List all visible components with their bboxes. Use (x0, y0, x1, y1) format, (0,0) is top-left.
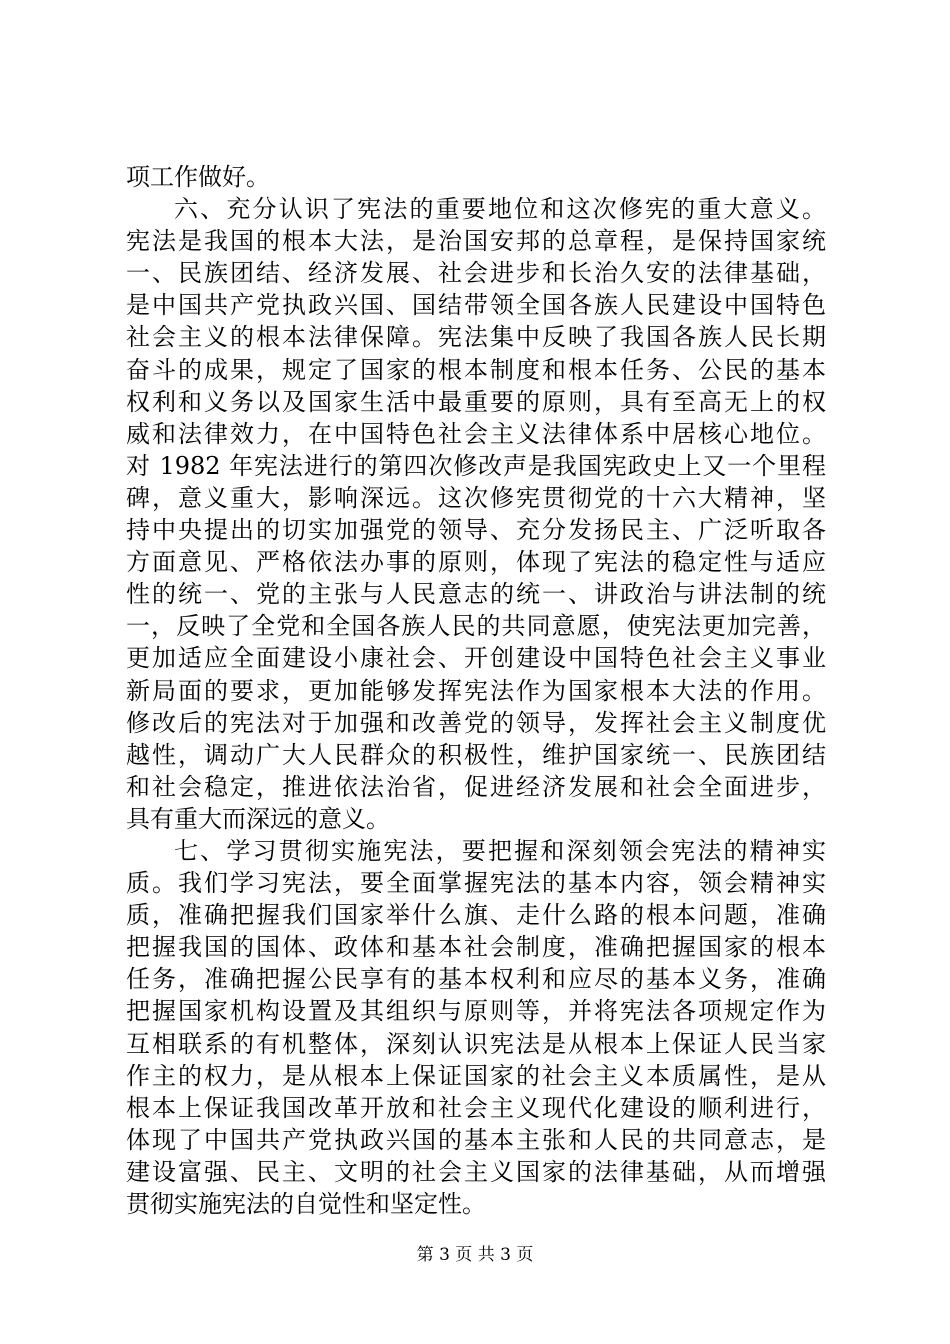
text-line: 具有重大而深远的意义。 (126, 804, 390, 833)
text-line: 新局面的要求，更加能够发挥宪法作为国家根本大法的作用。 (126, 676, 826, 705)
text-line: 碑，意义重大，影响深远。这次修宪贯彻党的十六大精神，坚 (126, 483, 826, 512)
text-line: 和社会稳定，推进依法治省，促进经济发展和社会全面进步， (126, 772, 826, 801)
text-line: 奋斗的成果，规定了国家的根本制度和根本任务、公民的基本 (126, 355, 826, 384)
text-line: 持中央提出的切实加强党的领导、充分发扬民主、广泛听取各 (126, 516, 826, 545)
text-line: 项工作做好。 (126, 163, 270, 191)
text-line: 方面意见、严格依法办事的原则，体现了宪法的稳定性与适应 (126, 548, 826, 577)
text-line: 任务，准确把握公民享有的基本权利和应尽的基本义务，准确 (126, 965, 826, 994)
text-line: 性的统一、党的主张与人民意志的统一、讲政治与讲法制的统 (126, 580, 826, 609)
text-line: 六、充分认识了宪法的重要地位和这次修宪的重大意义。 (174, 195, 826, 224)
text-line: 更加适应全面建设小康社会、开创建设中国特色社会主义事业 (126, 644, 826, 673)
document-body (126, 161, 826, 1220)
text-line: 威和法律效力，在中国特色社会主义法律体系中居核心地位。 (126, 419, 826, 448)
text-line: 一、民族团结、经济发展、社会进步和长治久安的法律基础， (126, 259, 826, 288)
text-line: 建设富强、民主、文明的社会主义国家的法律基础，从而增强 (126, 1157, 826, 1186)
text-line: 一，反映了全党和全国各族人民的共同意愿，使宪法更加完善， (126, 612, 826, 641)
text-line: 根本上保证我国改革开放和社会主义现代化建设的顺利进行， (126, 1093, 826, 1122)
text-line: 社会主义的根本法律保障。宪法集中反映了我国各族人民长期 (126, 323, 826, 352)
text-line: 质，准确把握我们国家举什么旗、走什么路的根本问题，准确 (126, 901, 826, 930)
text-line: 互相联系的有机整体，深刻认识宪法是从根本上保证人民当家 (126, 1029, 826, 1058)
page-number-footer: 第 3 页 共 3 页 (416, 1245, 534, 1265)
text-line: 质。我们学习宪法，要全面掌握宪法的基本内容，领会精神实 (126, 869, 826, 898)
text-line: 是中国共产党执政兴国、国结带领全国各族人民建设中国特色 (126, 291, 826, 320)
text-line: 对 1982 年宪法进行的第四次修改声是我国宪政史上又一个里程 (126, 451, 826, 480)
text-line: 作主的权力，是从根本上保证国家的社会主义本质属性，是从 (126, 1061, 826, 1090)
text-line: 修改后的宪法对于加强和改善党的领导，发挥社会主义制度优 (126, 708, 826, 737)
text-line: 越性，调动广大人民群众的积极性，维护国家统一、民族团结 (126, 740, 826, 769)
text-line: 七、学习贯彻实施宪法，要把握和深刻领会宪法的精神实 (174, 836, 826, 865)
text-line: 体现了中国共产党执政兴国的基本主张和人民的共同意志，是 (126, 1125, 826, 1154)
text-line: 把握我国的国体、政体和基本社会制度，准确把握国家的根本 (126, 933, 826, 962)
text-line: 宪法是我国的根本大法，是治国安邦的总章程，是保持国家统 (126, 227, 826, 256)
text-line: 权利和义务以及国家生活中最重要的原则，具有至高无上的权 (126, 387, 826, 416)
text-line: 贯彻实施宪法的自觉性和坚定性。 (126, 1190, 486, 1218)
text-line: 把握国家机构设置及其组织与原则等，并将宪法各项规定作为 (126, 997, 826, 1026)
